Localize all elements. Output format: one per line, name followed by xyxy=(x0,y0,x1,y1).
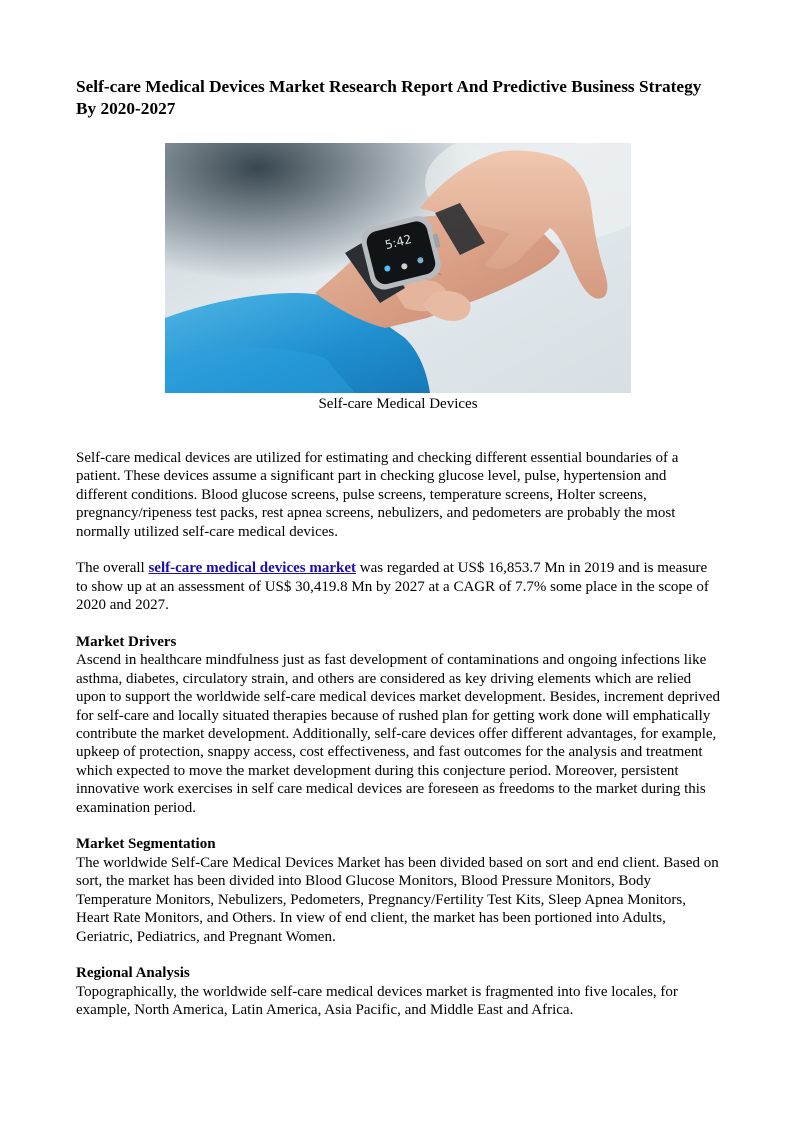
overview-paragraph xyxy=(76,559,720,614)
market-segmentation-section xyxy=(76,835,720,945)
market-drivers-body: Ascend in healthcare mindfulness just as fast development of contaminations and ongoing infections like asthma, diabetes, circulatory strain, and others are considered as key driving elements which are relied upon to support the worldwide self-care medical devices market development. Besides, increment deprived for self-care and locally situated therapies because of rushed plan for getting work done will emphatically contribute the market development. Additionally, self-care devices offer different advantages, for example, upkeep of protection, snappy access, cost effectiveness, and fast outcomes for the analysis and treatment which expected to move the market development during this conjecture period. Moreover, persistent innovative work exercises in self care medical devices are foreseen as freedoms to the market during this examination period. xyxy=(76,652,720,816)
overview-text-before: The overall xyxy=(76,560,149,577)
regional-analysis-section xyxy=(76,964,720,1019)
regional-analysis-heading: Regional Analysis xyxy=(76,965,190,982)
figure-caption: Self-care Medical Devices xyxy=(318,396,478,412)
market-link[interactable]: self-care medical devices market xyxy=(148,560,357,577)
smartwatch-photo xyxy=(165,143,631,393)
article-figure xyxy=(76,143,720,415)
market-segmentation-body: The worldwide Self-Care Medical Devices Market has been divided based on sort and end client. Based on sort, the market has been divided into Blood Glucose Monitors, Blood Pressure Monitors, Body Temperature Monitors, Nebulizers, Pedometers, Pregnancy/Fertility Test Kits, Sleep Apnea Monitors, Heart Rate Monitors, and Others. In view of end client, the market has been portioned into Adults, Geriatric, Pediatrics, and Pregnant Women. xyxy=(76,854,719,945)
market-segmentation-heading: Market Segmentation xyxy=(76,836,216,853)
regional-analysis-body: Topographically, the worldwide self-care medical devices market is fragmented into five locales, for example, North America, Latin America, Asia Pacific, and Middle East and Africa. xyxy=(76,983,678,1019)
article xyxy=(76,76,720,1020)
watch-time: 5:42 xyxy=(383,232,414,253)
intro-paragraph: Self-care medical devices are utilized for estimating and checking different essential boundaries of a patient. These devices assume a significant part in checking glucose level, pulse, hypertension and different conditions. Blood glucose screens, pulse screens, temperature screens, Holter screens, pregnancy/ripeness test packs, rest apnea screens, nebulizers, and pedometers are probably the most normally utilized self-care medical devices. xyxy=(76,450,679,540)
overview-text-after: was regarded at US$ 16,853.7 Mn in 2019 and is measure to show up at an assessment of US$ 30,419.8 Mn by 2027 at a CAGR of 7.7% some place in the scope of 2020 and 2027. xyxy=(76,560,709,614)
market-drivers-heading: Market Drivers xyxy=(76,634,177,651)
market-drivers-section xyxy=(76,633,720,817)
article-title: Self-care Medical Devices Market Research Report And Predictive Business Strategy By 2020-2027 xyxy=(76,77,702,118)
